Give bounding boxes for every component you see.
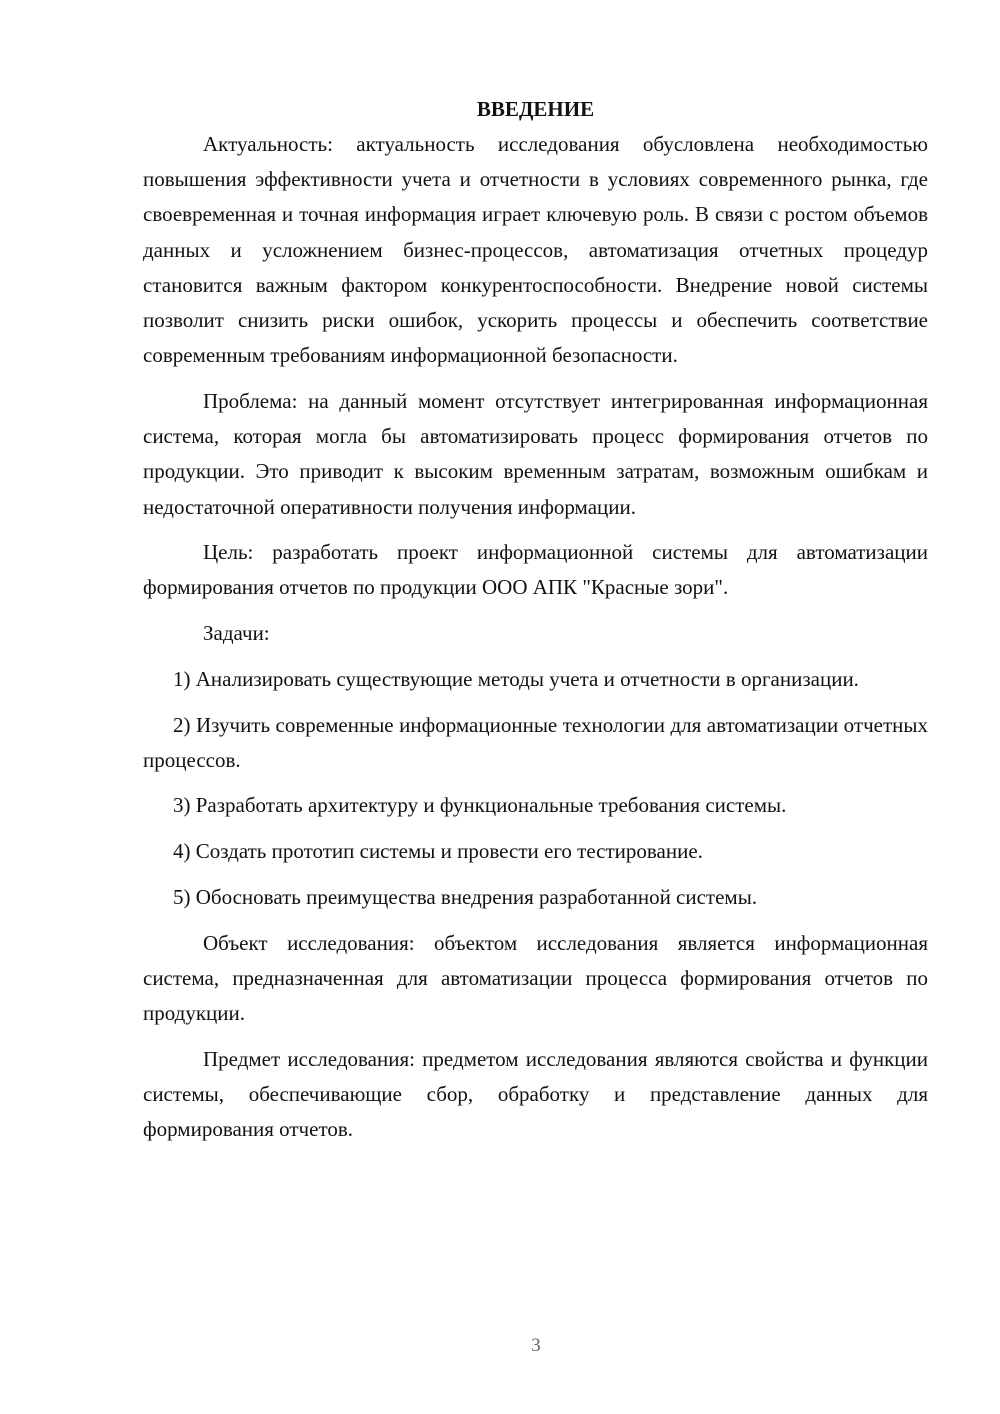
paragraph-problem: Проблема: на данный момент отсутствует интегрированная информационная система, которая могла бы автоматизировать процесс формирования отчетов по продукции. Это приводит к высоким временным затратам, возможным ошибкам и недостаточной оперативности получения информации. (143, 388, 928, 519)
page-content (143, 92, 928, 1158)
paragraph-tasks-heading: Задачи: (203, 621, 270, 646)
page-number: 3 (531, 1335, 541, 1356)
task-item-1: 1) Анализировать существующие методы учета и отчетности в организации. (173, 666, 859, 691)
task-item-4: 4) Создать прототип системы и провести его тестирование. (173, 839, 703, 864)
paragraph-goal: Цель: разработать проект информационной системы для автоматизации формирования отчетов по продукции ООО АПК "Красные зори". (143, 540, 928, 600)
task-item-2: 2) Изучить современные информационные технологии для автоматизации отчетных процессов. (143, 712, 928, 772)
paragraph-subject: Предмет исследования: предметом исследования являются свойства и функции системы, обеспечивающие сбор, обработку и представление данных для формирования отчетов. (143, 1046, 928, 1142)
task-item-3: 3) Разработать архитектуру и функциональные требования системы. (173, 793, 787, 818)
task-item-5: 5) Обосновать преимущества внедрения разработанной системы. (173, 884, 758, 909)
paragraph-relevance: Актуальность: актуальность исследования обусловлена необходимостью повышения эффективности учета и отчетности в условиях современного рынка, где своевременная и точная информация играет ключевую роль. В связи с ростом объемов данных и усложнением бизнес-процессов, автоматизация отчетных процедур становится важным фактором конкурентоспособности. Внедрение новой системы позволит снизить риски ошибок, ускорить процессы и обеспечить соответствие современным требованиям информационной безопасности. (143, 132, 928, 368)
paragraph-object: Объект исследования: объектом исследования является информационная система, предназначенная для автоматизации процесса формирования отчетов по продукции. (143, 930, 928, 1025)
section-title: ВВЕДЕНИЕ (476, 97, 595, 121)
